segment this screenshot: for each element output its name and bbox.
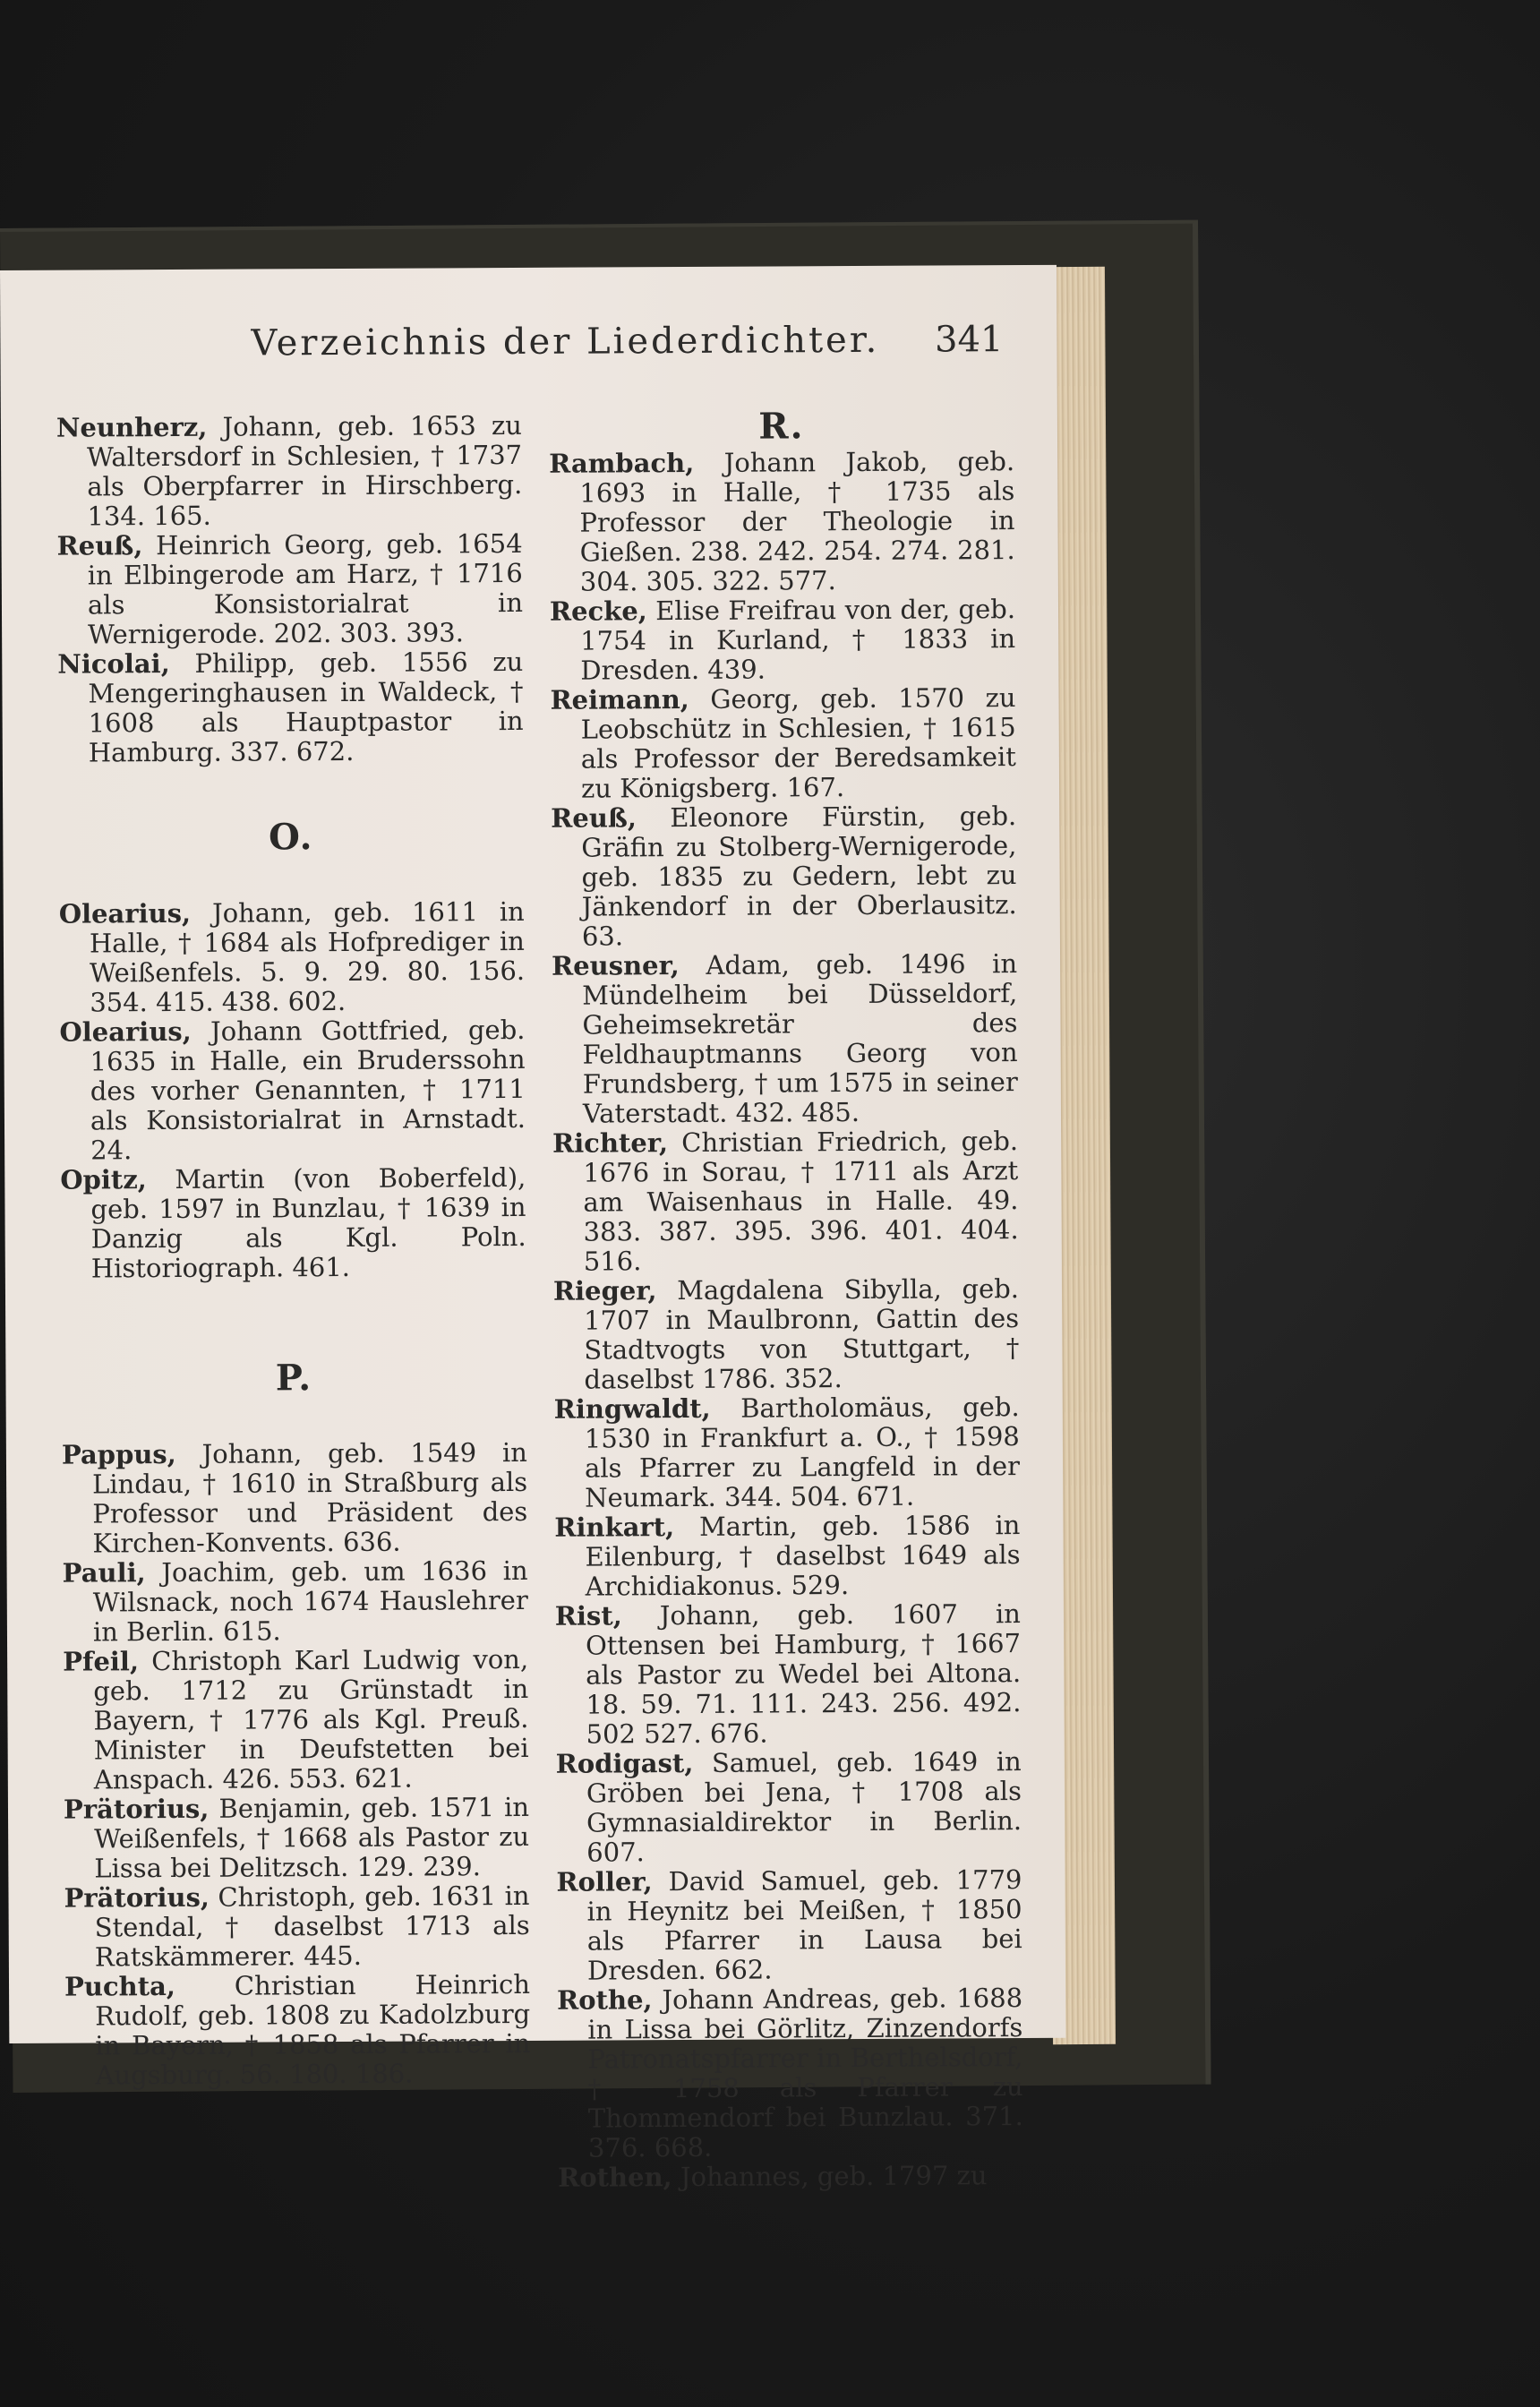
entry-name: Puchta,: [64, 1971, 176, 2002]
index-entry: [59, 897, 526, 1018]
index-entry: [64, 1793, 530, 1884]
index-entry: [57, 647, 524, 768]
index-entry: [63, 1556, 529, 1648]
index-entry: [62, 1438, 528, 1559]
index-entry: [57, 529, 524, 650]
entry-name: Reimann,: [550, 683, 689, 715]
index-entry: [56, 411, 523, 532]
entry-name: Opitz,: [60, 1164, 147, 1195]
index-entry: [549, 447, 1015, 597]
index-entry: [553, 1274, 1020, 1395]
entry-name: Reusner,: [551, 950, 680, 981]
entry-text: Johann Andreas, geb. 1688 in Lissa bei Görlitz, Zinzendorfs Patronatspfarrer in Berthelsdorf, † 1758 als Pfarrer zu Thommendorf bei Bunzlau. 371. 376. 668.: [587, 1983, 1023, 2163]
entry-name: Neunherz,: [56, 411, 208, 443]
page-number: 341: [934, 319, 1004, 361]
entry-text: Martin, geb. 1586 in Eilenburg, † daselbst 1649 als Archidiakonus. 529.: [585, 1510, 1021, 1602]
entry-name: Rieger,: [552, 1275, 657, 1306]
entry-text: Johann, geb. 1549 in Lindau, † 1610 in Straßburg als Professor und Präsident des Kirchen-Konvents. 636.: [92, 1436, 528, 1559]
page-header: [251, 319, 1003, 376]
entry-text: Adam, geb. 1496 in Mündelheim bei Düsseldorf, Geheimsekretär des Feldhauptmanns Georg von Frundsberg, † um 1575 in seiner Vaterstadt. 432. 485.: [582, 948, 1018, 1129]
index-entry: [550, 683, 1016, 804]
entry-text: Samuel, geb. 1649 in Gröben bei Jena, † 1708 als Gymnasialdirektor in Berlin. 607.: [586, 1746, 1022, 1868]
index-entry: [552, 949, 1018, 1129]
entry-name: Prätorius,: [63, 1793, 210, 1825]
entry-name: Reuß,: [551, 802, 637, 834]
entry-name: Rist,: [554, 1600, 622, 1632]
section-letter-o: O.: [268, 816, 314, 859]
entry-name: Rothe,: [557, 1984, 653, 2016]
entry-text: Johann, geb. 1611 in Halle, † 1684 als Hofprediger in Weißenfels. 5. 9. 29. 80. 156. 354. 415. 438. 602.: [89, 895, 526, 1018]
index-entry: [555, 1599, 1022, 1750]
entry-name: Pfeil,: [63, 1646, 140, 1677]
entry-name: Reuß,: [56, 530, 143, 561]
index-entry: [64, 1881, 530, 1973]
entry-name: Richter,: [552, 1127, 669, 1159]
index-entry: [551, 801, 1017, 952]
entry-text: Christoph Karl Ludwig von, geb. 1712 zu Grünstadt in Bayern, † 1776 als Kgl. Preuß. Minister in Deufstetten bei Anspach. 426. 553. 621.: [93, 1643, 529, 1795]
entry-text: Christoph, geb. 1631 in Stendal, † daselbst 1713 als Ratskämmerer. 445.: [94, 1880, 530, 1973]
entry-name: Olearius,: [59, 1015, 192, 1048]
index-entry: [64, 1970, 531, 2091]
index-entry: [554, 1511, 1021, 1602]
entry-name: Pauli,: [62, 1557, 146, 1589]
index-entry: [557, 1983, 1023, 2163]
entry-text: Johann Jakob, geb. 1693 in Halle, † 1735 als Professor der Theologie in Gießen. 238. 242. 254. 274. 281. 304. 305. 322. 577.: [579, 446, 1015, 597]
entry-name: Rambach,: [549, 447, 695, 479]
entry-text: Benjamin, geb. 1571 in Weißenfels, † 1668 als Pastor zu Lissa bei Delitzsch. 129. 239.: [94, 1791, 530, 1884]
index-entry: [63, 1645, 529, 1795]
index-entry: [558, 2161, 1023, 2193]
entry-text: Christian Heinrich Rudolf, geb. 1808 zu Kadolzburg in Bayern, † 1858 als Pfarrer in Augsburg. 56. 180. 186.: [95, 1968, 531, 2091]
section-letter-p: P.: [275, 1357, 313, 1400]
index-entry: [552, 1126, 1019, 1277]
entry-text: Elise Freifrau von der, geb. 1754 in Kurland, † 1833 in Dresden. 439.: [580, 594, 1016, 686]
index-entry: [556, 1865, 1022, 1986]
entry-text: Martin (von Boberfeld), geb. 1597 in Bunzlau, † 1639 in Danzig als Kgl. Poln. Historiograph. 461.: [90, 1161, 526, 1284]
entry-name: Rinkart,: [554, 1512, 675, 1543]
entry-name: Pappus,: [61, 1438, 176, 1470]
entry-text: Philipp, geb. 1556 zu Mengeringhausen in Waldeck, † 1608 als Hauptpastor in Hamburg. 337. 672.: [88, 646, 524, 768]
entry-text: Georg, geb. 1570 zu Leobschütz in Schlesien, † 1615 als Professor der Beredsamkeit zu Königsberg. 167.: [580, 682, 1016, 804]
index-entry: [60, 1163, 526, 1284]
entry-name: Rothen,: [558, 2162, 672, 2193]
entry-name: Ringwaldt,: [553, 1392, 711, 1425]
index-entry: [550, 595, 1016, 686]
entry-name: Nicolai,: [57, 648, 170, 680]
entry-text: Johann, geb. 1607 in Ottensen bei Hamburg, † 1667 als Pastor zu Wedel bei Altona. 18. 59. 71. 111. 243. 256. 492. 502 527. 676.: [585, 1598, 1022, 1750]
entry-text: Johann, geb. 1653 zu Waltersdorf in Schlesien, † 1737 als Oberpfarrer in Hirschberg. 134. 165.: [87, 409, 523, 532]
entry-text: Joachim, geb. um 1636 in Wilsnack, noch 1674 Hauslehrer in Berlin. 615.: [92, 1555, 528, 1648]
entry-name: Recke,: [549, 595, 647, 627]
entry-text: David Samuel, geb. 1779 in Heynitz bei Meißen, † 1850 als Pfarrer in Lausa bei Dresden. 662.: [586, 1864, 1022, 1986]
running-title: Verzeichnis der Liederdichter.: [251, 319, 880, 364]
entry-text: Heinrich Georg, geb. 1654 in Elbingerode am Harz, † 1716 als Konsistorialrat in Wernigerode. 202. 303. 393.: [87, 527, 524, 650]
entry-name: Roller,: [556, 1866, 653, 1897]
entry-text: Bartholomäus, geb. 1530 in Frankfurt a. O., † 1598 als Pfarrer zu Langfeld in der Neumark. 344. 504. 671.: [584, 1392, 1021, 1513]
entry-text: Christian Friedrich, geb. 1676 in Sorau, † 1711 als Arzt am Waisenhaus in Halle. 49. 383. 387. 395. 396. 401. 404. 516.: [583, 1126, 1019, 1277]
entry-text: Johann Gottfried, geb. 1635 in Halle, ein Bruderssohn des vorher Genannten, † 1711 als Konsistorialrat in Arnstadt. 24.: [90, 1014, 526, 1166]
index-entry: [59, 1015, 526, 1166]
entry-text: Magdalena Sibylla, geb. 1707 in Maulbronn, Gattin des Stadtvogts von Stuttgart, † daselbst 1786. 352.: [584, 1273, 1020, 1395]
index-entry: [554, 1392, 1021, 1513]
index-entry: [556, 1747, 1022, 1868]
entry-text: Johannes, geb. 1797 zu: [672, 2160, 988, 2193]
section-letter-r: R.: [758, 405, 805, 448]
left-column: [56, 411, 531, 2091]
book-page: [0, 265, 1065, 2193]
entry-name: Olearius,: [58, 897, 192, 929]
entry-name: Prätorius,: [64, 1881, 210, 1914]
entry-name: Rodigast,: [555, 1747, 694, 1779]
right-column: [549, 405, 1023, 2193]
entry-text: Eleonore Fürstin, geb. Gräfin zu Stolberg-Wernigerode, geb. 1835 zu Gedern, lebt zu Jänkendorf in der Oberlausitz. 63.: [581, 801, 1017, 952]
